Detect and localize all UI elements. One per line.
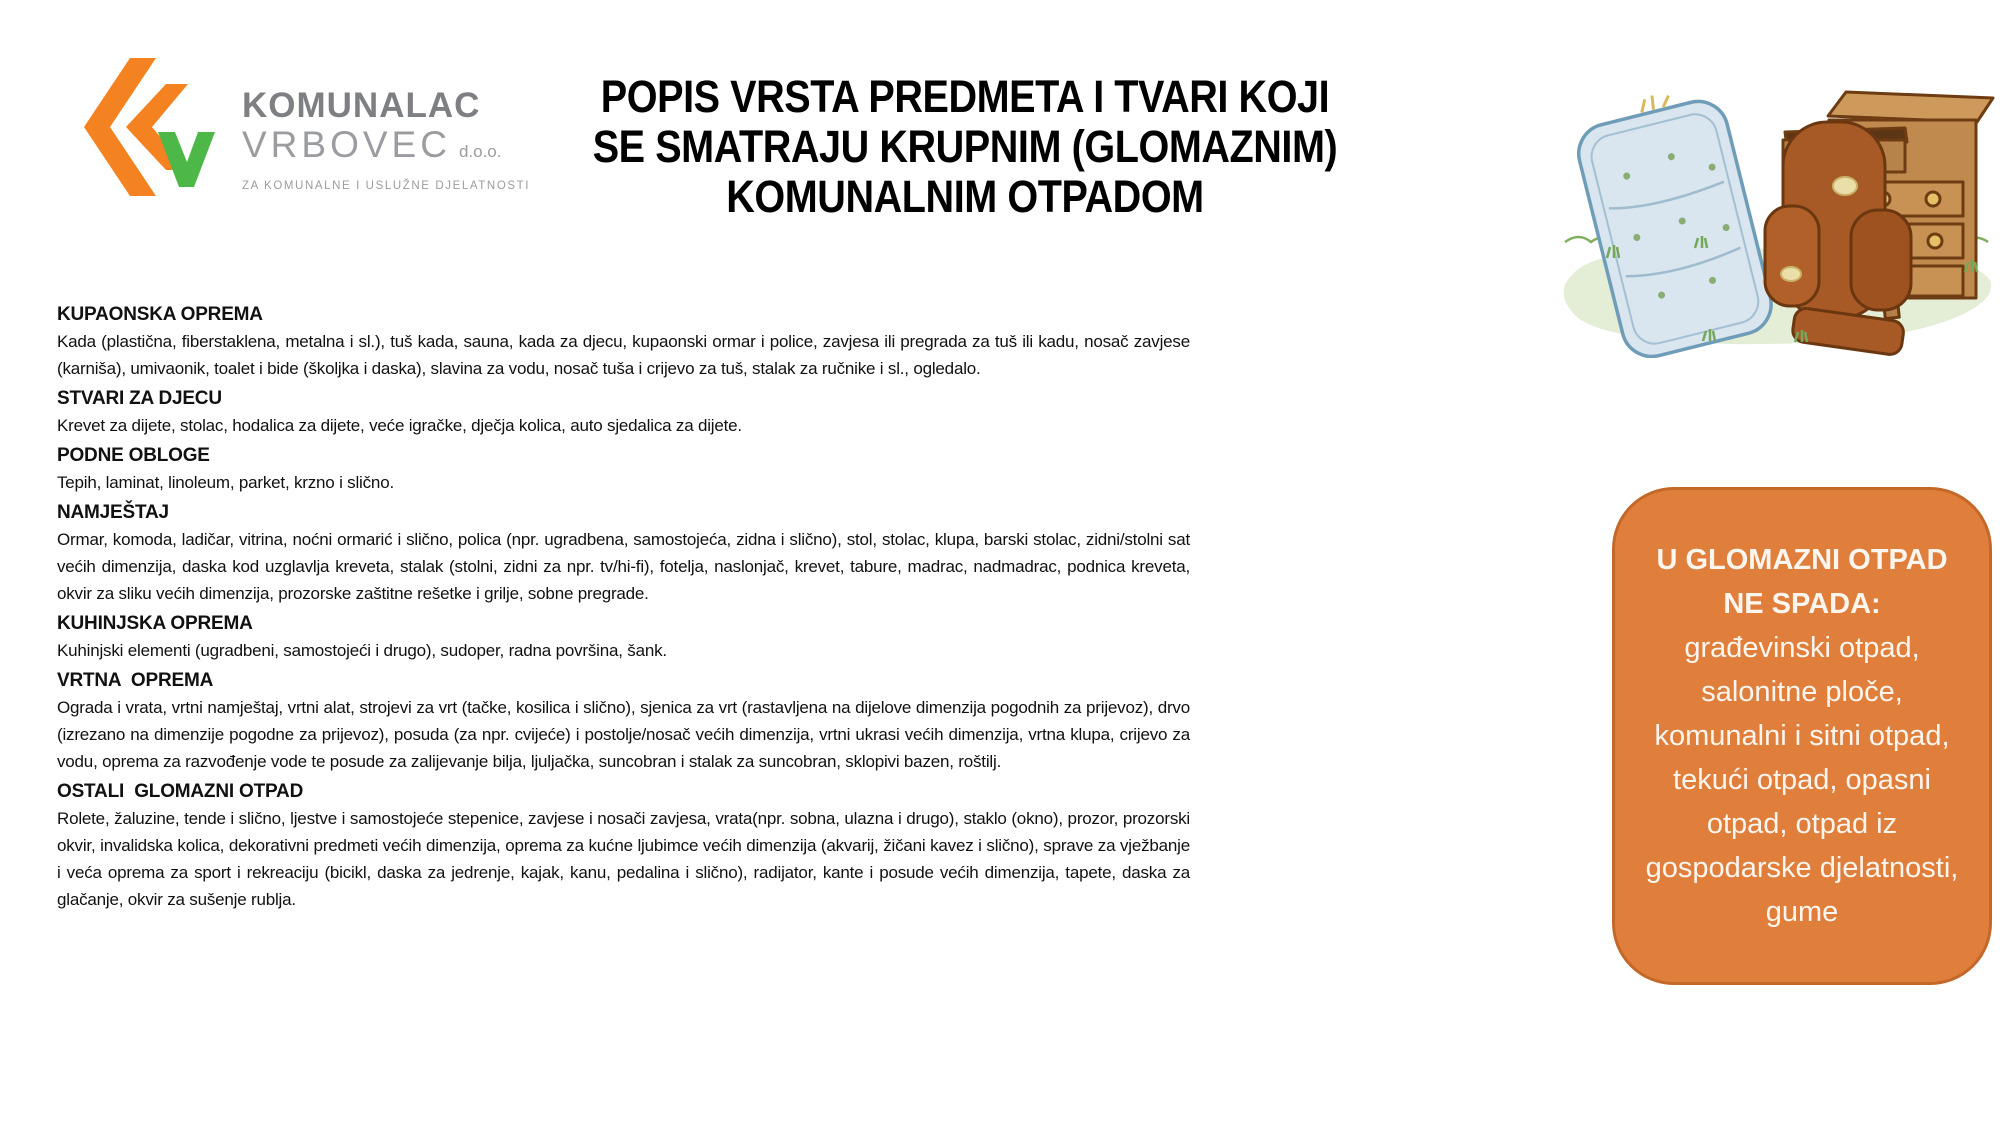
section-heading-vrtna-oprema: VRTNA OPREMA [57, 670, 214, 691]
section-heading-namjestaj: NAMJEŠTAJ [57, 502, 169, 523]
section-body-podne-obloge: Tepih, laminat, linoleum, parket, krzno i slično. [57, 473, 394, 492]
section-body-namjestaj: Ormar, komoda, ladičar, vitrina, noćni ormarić i slično, polica (npr. ugradbena, samostojeća, zidna i slično), stol, stolac, klupa, barski stolac, zidni/stolni sat većih dimenzija, daska kod uzglavlja kreveta, stalak (stolni, zidni za npr. tv/hi-fi), fotelja, naslonjač, krevet, tabure, madrac, nadmadrac, podnica kreveta, okvir za sliku većih dimenzija, prozorske zaštitne rešetke i grilje, sobne pregrade. [57, 530, 1190, 603]
section-body-kupaonska-oprema: Kada (plastična, fiberstaklena, metalna i sl.), tuš kada, sauna, kada za djecu, kupaonski ormar i police, zavjesa ili pregrada za tuš ili kadu, nosač zavjese (karniša), umivaonik, toalet i bide (školjka i daska), slavina za vodu, nosač tuša i crijevo za tuš, stalak za ručnike i sl., ogledalo. [57, 332, 1190, 378]
section-heading-kuhinjska-oprema: KUHINJSKA OPREMA [57, 613, 253, 634]
section-body-kuhinjska-oprema: Kuhinjski elementi (ugradbeni, samostojeći i drugo), sudoper, radna površina, šank. [57, 641, 667, 660]
title-line-2: SE SMATRAJU KRUPNIM (GLOMAZNIM) [592, 121, 1338, 172]
company-logo [70, 52, 530, 202]
logo-company-name: KOMUNALAC [242, 86, 481, 125]
section-heading-kupaonska-oprema: KUPAONSKA OPREMA [57, 304, 263, 325]
content-sections [57, 298, 1190, 913]
logo-city-row [242, 124, 530, 166]
exclusion-note-box [1612, 487, 1992, 985]
note-heading: U GLOMAZNI OTPAD NE SPADA: [1656, 544, 1948, 620]
logo-text [242, 52, 530, 192]
note-body: građevinski otpad, salonitne ploče, komunalni i sitni otpad, tekući otpad, opasni otpad, otpad iz gospodarske djelatnosti, gume [1645, 632, 1959, 928]
section-heading-podne-obloge: PODNE OBLOGE [57, 445, 210, 466]
title-line-3: KOMUNALNIM OTPADOM [726, 171, 1204, 222]
section-body-stvari-za-djecu: Krevet za dijete, stolac, hodalica za dijete, veće igračke, dječja kolica, auto sjedalica za dijete. [57, 416, 742, 435]
logo-suffix: d.o.o. [458, 142, 502, 161]
title-line-1: POPIS VRSTA PREDMETA I TVARI KOJI [600, 71, 1330, 122]
logo-tagline: ZA KOMUNALNE I USLUŽNE DJELATNOSTI [242, 180, 531, 192]
section-body-vrtna-oprema: Ograda i vrata, vrtni namještaj, vrtni alat, strojevi za vrt (tačke, kosilica i slično), sjenica za vrt (rastavljena na dijelove dimenzija pogodnih za prijevoz), drvo (izrezano na dimenzije pogodne za prijevoz), posuda (za npr. cvijeće) i postolje/nosač većih dimenzija, vrtni ukrasi većih dimenzija, vrtna klupa, crijevo za vodu, oprema za razvođenje vode te posude za zalijevanje bilja, ljuljačka, suncobran i stalak za suncobran, sklopivi bazen, roštilj. [57, 698, 1190, 771]
discarded-furniture-illustration [1545, 36, 2000, 358]
page-title [529, 72, 1400, 222]
section-heading-ostali-glomazni-otpad: OSTALI GLOMAZNI OTPAD [57, 781, 304, 802]
section-heading-stvari-za-djecu: STVARI ZA DJECU [57, 388, 222, 409]
section-body-ostali-glomazni-otpad: Rolete, žaluzine, tende i slično, ljestve i samostojeće stepenice, zavjese i nosači zavjesa, vrata(npr. sobna, ulazna i drugo), staklo (okno), prozor, prozorski okvir, invalidska kolica, dekorativni predmeti većih dimenzija, oprema za kućne ljubimce većih dimenzija (akvarij, žičani kavez i slično), sprave za vježbanje i veća oprema za sport i rekreaciju (bicikl, daska za jedrenje, kajak, kanu, pedalina i slično), radijator, kante i posude većih dimenzija, tapete, daska za glačanje, okvir za sušenje rublja. [57, 809, 1190, 909]
komunalac-logo-icon [70, 52, 220, 202]
logo-city-name: VRBOVEC [242, 124, 451, 165]
